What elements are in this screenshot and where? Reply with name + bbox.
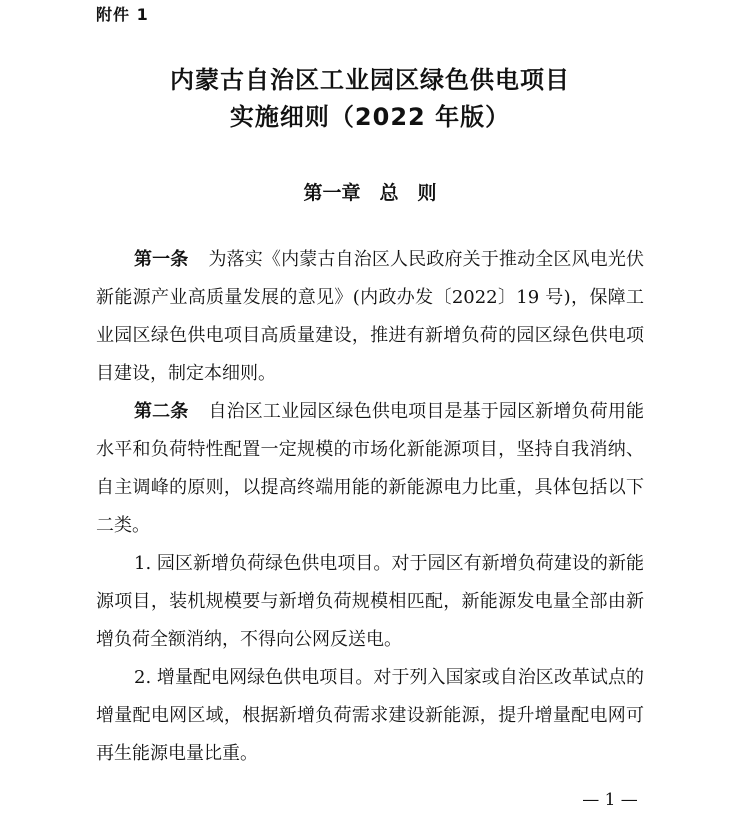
chapter-heading: 第一章 总 则	[303, 182, 437, 204]
document-body	[96, 241, 644, 773]
list-item: 2. 增量配电网绿色供电项目。对于列入国家或自治区改革试点的增量配电网区域，根据新增负荷需求建设新能源，提升增量配电网可再生能源电量比重。	[96, 667, 644, 764]
article-label: 第一条	[134, 249, 189, 270]
list-item: 1. 园区新增负荷绿色供电项目。对于园区有新增负荷建设的新能源项目，装机规模要与新增负荷规模相匹配，新能源发电量全部由新增负荷全额消纳，不得向公网反送电。	[96, 553, 644, 650]
article-label: 第二条	[134, 401, 189, 422]
document-title-line-2: 实施细则（2022 年版）	[229, 103, 511, 131]
document-title-line-1: 内蒙古自治区工业园区绿色供电项目	[170, 66, 570, 94]
article-text: 为落实《内蒙古自治区人民政府关于推动全区风电光伏新能源产业高质量发展的意见》(内政办发〔2022〕19 号)，保障工业园区绿色供电项目高质量建设，推进有新增负荷的园区绿色供电项目建设，制定本细则。	[96, 249, 645, 384]
article-2	[96, 393, 644, 545]
page-number: — 1 —	[582, 790, 638, 810]
attachment-label: 附件 1	[96, 5, 149, 24]
article-text: 自治区工业园区绿色供电项目是基于园区新增负荷用能水平和负荷特性配置一定规模的市场化新能源项目，坚持自我消纳、自主调峰的原则，以提高终端用能的新能源电力比重，具体包括以下二类。	[96, 401, 645, 536]
article-1	[96, 241, 644, 393]
